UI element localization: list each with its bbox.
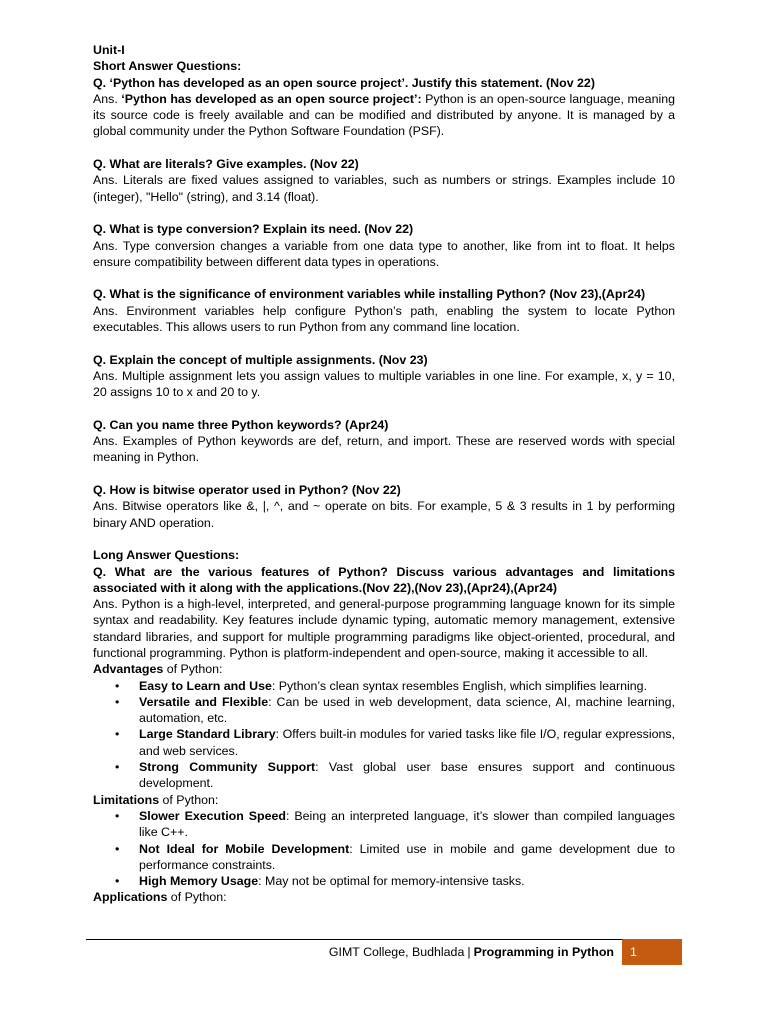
answer: Ans. Examples of Python keywords are def, return, and import. These are reserved words with special meaning in Python. (93, 434, 675, 465)
footer-separator: | (467, 945, 471, 959)
answer: Ans. Bitwise operators like &, |, ^, and ~ operate on bits. For example, 5 & 3 results in 1 by performing binary AND operation. (93, 499, 675, 530)
question: Q. What is type conversion? Explain its need. (Nov 22) (93, 222, 414, 237)
question: Q. How is bitwise operator used in Python? (Nov 22) (93, 483, 401, 498)
footer (329, 944, 614, 960)
answer: Ans. ‘Python has developed as an open source project’: Python is an open-source language, meaning its source code is freely available and can be modified and distributed by anyone. It is managed by a global community under the Python Software Foundation (PSF). (93, 91, 675, 139)
page-number-box (622, 939, 682, 965)
list-item: • Versatile and Flexible: Can be used in web development, data science, AI, machine learning, automation, etc. (93, 694, 675, 727)
answer: Ans. Multiple assignment lets you assign values to multiple variables in one line. For example, x, y = 10, 20 assigns 10 to x and 20 to y. (93, 368, 675, 400)
answer: Ans. Environment variables help configure Python’s path, enabling the system to locate Python executables. This allows users to run Python from any command line location. (93, 303, 675, 335)
applications-heading: Applications of Python: (93, 890, 227, 905)
footer-rule (86, 939, 622, 940)
question: Q. Can you name three Python keywords? (Apr24) (93, 417, 389, 432)
list-item: • Large Standard Library: Offers built-in modules for varied tasks like file I/O, regular expressions, and web services. (93, 726, 675, 759)
advantages-heading: Advantages of Python: (93, 662, 223, 677)
answer: Ans. Literals are fixed values assigned to variables, such as numbers or strings. Examples include 10 (integer), "Hello" (string), and 3.14 (float). (93, 173, 675, 204)
list-item: • High Memory Usage: May not be optimal for memory-intensive tasks. (93, 873, 675, 889)
short-answer-heading: Short Answer Questions: (93, 59, 242, 74)
footer-college: GIMT College, Budhlada (328, 945, 465, 959)
question: Q. What is the significance of environment variables while installing Python? (Nov 23),(Apr24) (93, 287, 646, 302)
question: Q. What are literals? Give examples. (Nov 22) (93, 157, 359, 172)
long-answer-heading: Long Answer Questions: (93, 548, 240, 563)
footer-subject: Programming in Python (473, 945, 614, 959)
answer: Ans. Python is a high-level, interpreted, and general-purpose programming language known for its simple syntax and readability. Key features include dynamic typing, automatic memory management, extensive standard libraries, and support for multiple programming paradigms like object-oriented, procedural, and functional programming. Python is platform-independent and open-source, making it accessible to all. (93, 597, 675, 660)
document-body (93, 42, 675, 906)
limitations-heading: Limitations of Python: (93, 792, 219, 807)
advantages-list (93, 678, 675, 792)
list-item: • Strong Community Support: Vast global user base ensures support and continuous development. (93, 759, 675, 792)
question: Q. Explain the concept of multiple assignments. (Nov 23) (93, 352, 428, 367)
unit-title: Unit-I (93, 43, 125, 57)
question: Q. ‘Python has developed as an open source project’. Justify this statement. (Nov 22) (93, 75, 595, 90)
answer-emphasis: ‘Python has developed as an open source project’: (121, 91, 422, 106)
question: Q. What are the various features of Python? Discuss various advantages and limitations associated with it along with the applications.(Nov 22),(Nov 23),(Apr24),(Apr24) (93, 564, 675, 595)
list-item: • Not Ideal for Mobile Development: Limited use in mobile and game development due to performance constraints. (93, 841, 675, 874)
answer: Ans. Type conversion changes a variable from one data type to another, like from int to float. It helps ensure compatibility between different data types in operations. (93, 238, 675, 269)
list-item: • Easy to Learn and Use: Python’s clean syntax resembles English, which simplifies learning. (93, 678, 675, 694)
limitations-list (93, 808, 675, 889)
list-item: • Slower Execution Speed: Being an interpreted language, it’s slower than compiled languages like C++. (93, 808, 675, 841)
page-number: 1 (630, 945, 637, 959)
